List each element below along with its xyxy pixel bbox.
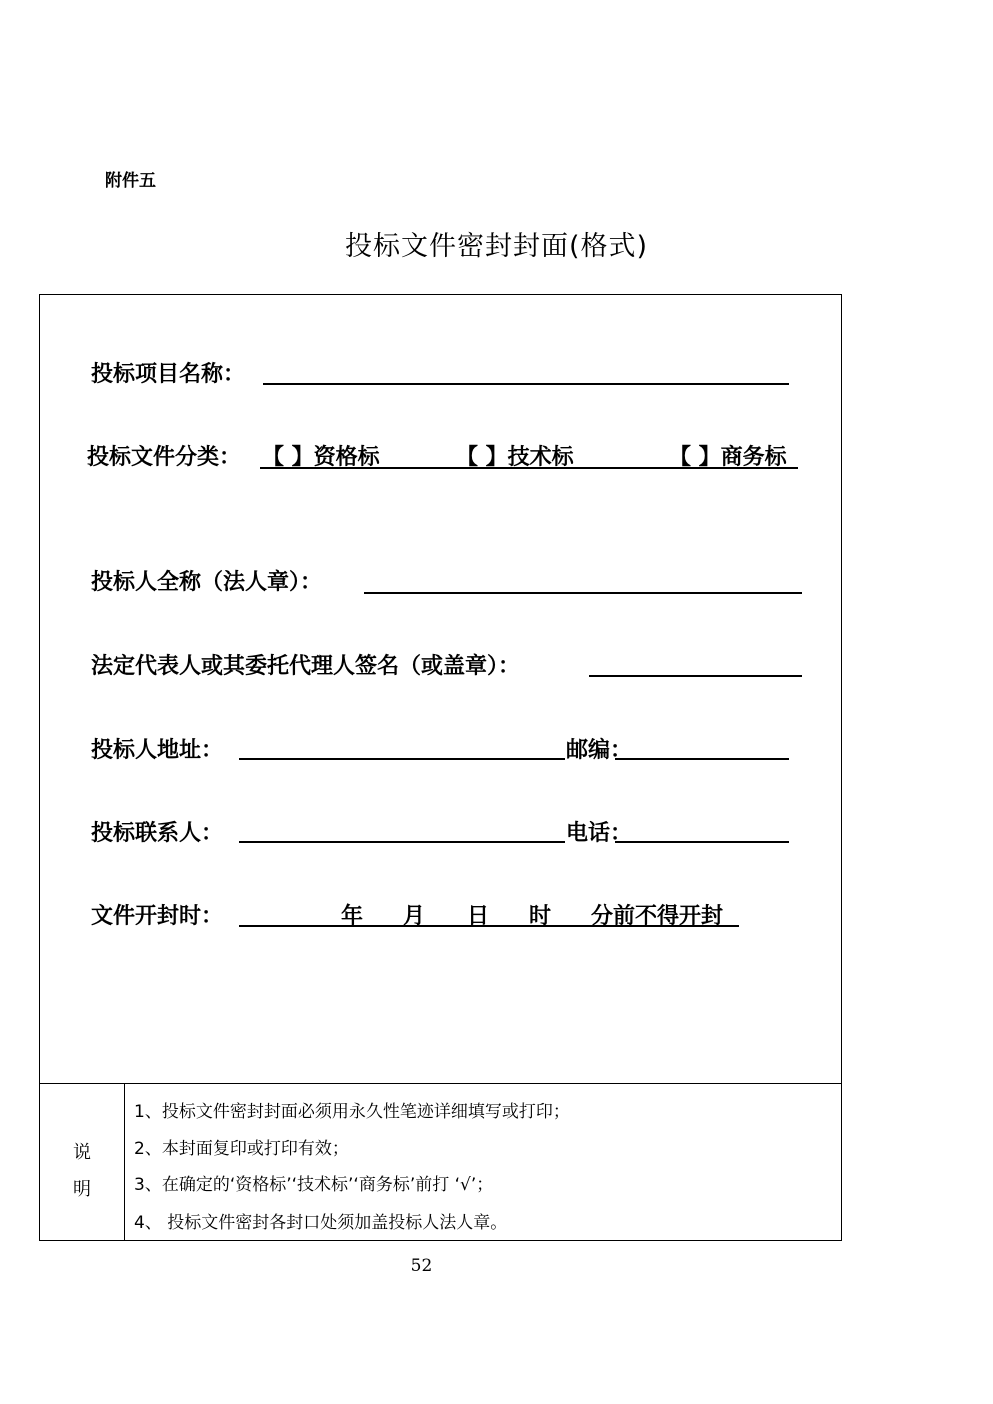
notes-label-char-1: 说: [73, 1142, 91, 1163]
note-item-4: 4、 投标文件密封各封口处须加盖投标人法人章。: [134, 1213, 508, 1233]
project-name-line[interactable]: [263, 383, 789, 385]
notes-label-char-2: 明: [73, 1179, 91, 1200]
postcode-line[interactable]: [615, 758, 789, 760]
category-label: 投标文件分类：: [87, 445, 242, 470]
opening-time-month: 月: [403, 904, 426, 929]
cover-form: [39, 294, 842, 1241]
note-item-1: 1、投标文件密封封面必须用永久性笔迹详细填写或打印；: [134, 1102, 570, 1122]
note-item-3: 3、在确定的‘资格标’‘技术标’‘商务标’前打 ‘√’；: [134, 1175, 494, 1195]
page-title: 投标文件密封封面(格式): [344, 231, 649, 262]
postcode-label: 邮编：: [566, 738, 633, 763]
opening-time-minute-text: 分前不得开封: [591, 904, 724, 929]
category-option-technical[interactable]: 【 】技术标: [456, 445, 574, 470]
notes-column-divider: [124, 1083, 125, 1240]
page-number: 52: [410, 1256, 433, 1276]
address-line[interactable]: [239, 758, 565, 760]
bidder-name-label: 投标人全称（法人章）：: [91, 570, 323, 595]
opening-time-hour: 时: [529, 904, 552, 929]
phone-line[interactable]: [615, 841, 789, 843]
category-option-commercial[interactable]: 【 】商务标: [669, 445, 787, 470]
contact-label: 投标联系人：: [91, 821, 224, 846]
address-label: 投标人地址：: [91, 738, 224, 763]
note-item-2: 2、本封面复印或打印有效；: [134, 1139, 349, 1159]
phone-label: 电话：: [566, 821, 633, 846]
opening-time-label: 文件开封时：: [91, 904, 224, 929]
representative-line[interactable]: [589, 675, 802, 677]
bidder-name-line[interactable]: [364, 592, 802, 594]
contact-line[interactable]: [239, 841, 565, 843]
opening-time-day: 日: [467, 904, 490, 929]
category-option-qualification[interactable]: 【 】资格标: [262, 445, 380, 470]
notes-divider: [40, 1083, 841, 1084]
opening-time-year: 年: [341, 904, 364, 929]
representative-label: 法定代表人或其委托代理人签名（或盖章）：: [91, 654, 521, 679]
attachment-label: 附件五: [105, 171, 156, 191]
project-name-label: 投标项目名称：: [91, 362, 246, 387]
